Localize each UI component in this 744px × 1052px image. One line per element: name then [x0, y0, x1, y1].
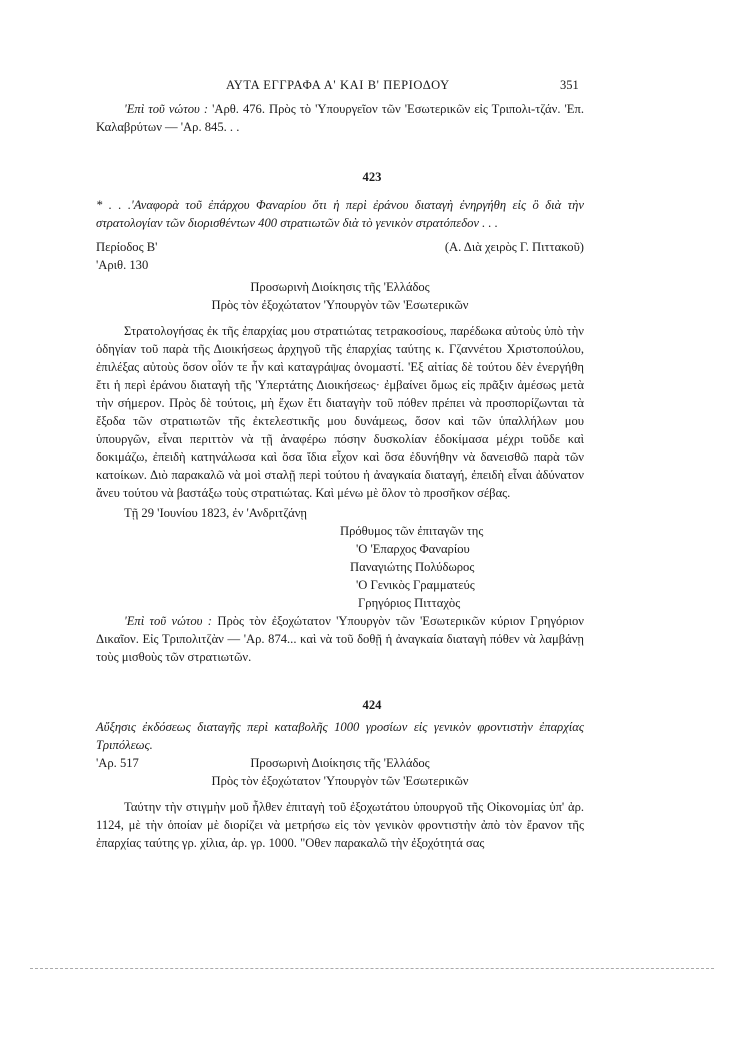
heading-provisional-government: Προσωρινὴ Διοίκησις τῆς 'Ελλάδος — [250, 280, 430, 294]
letter-body-423: Στρατολογήσας ἐκ τῆς ἐπαρχίας μου στρατιώτας τετρακοσίους, παρέδωκα αὐτοὺς ὑπὸ τὴν ὁδηγίαν τοῦ παρὰ τῆς Διοικήσεως ἀρχηγοῦ τῆς ἐπαρχίας ταύτης κ. Γζαννέτου Χριστοπούλου, ἐπιλέξας αὐτοὺς ὅσον οἷόν τε ἦν καὶ καταγράψας ὀνομαστί. 'Εξ αἰτίας δὲ τούτου δὲν ἐνεργήθη ἔτι ἡ περὶ ἐράνου διαταγὴ τῆς 'Υπερτάτης Διοικήσεως· ἐμβαίνει ὅμως εἰς πρᾶξιν ἀμέσως μετὰ τὴν σήμερον. Πρὸς δὲ τούτοις, μὴ ἔχων ἔτι διαταγὴν τοῦ πόθεν πρέπει νὰ προσπορίζωνται τὰ ἔξοδα τῶν στρατιωτῶν τῆς ἐκτελεστικῆς μου δυνάμεως, ὅσον καὶ τῶν ὑπαλλήλων μου ὑπουργῶν, εἶναι περιττὸν νὰ τῇ ἀναφέρω πόσην δυσκολίαν ἐδοκίμασα μέχρι τοῦδε καὶ δοκιμάζω, ἐπειδὴ κατηνάλωσα καὶ ὅσα ἴδια εἶχον καὶ ὅσα ἐδυνήθην νὰ δανεισθῶ παρὰ τῶν κατοίκων. Διὸ παρακαλῶ νὰ μοὶ σταλῇ περὶ τούτου ἡ ἀναγκαία διαταγή, ἐπειδὴ εἶναι ἀδύνατον ἄνευ τούτου νὰ βαστάξω τοὺς στρατιώτας. Καὶ μένω μὲ ὅλον τὸ προσῆκον σέβας. — [96, 324, 584, 500]
signature-line: Πρόθυμος τῶν ἐπιταγῶν της — [340, 524, 484, 538]
endorsement-text: Πρὸς τὸν ἐξοχώτατον 'Υπουργὸν τῶν 'Εσωτερικῶν κύριον Γρηγόριον Δικαῖον. Εἰς Τριπολιτζὰν — 'Αρ. 874... καὶ νὰ τοῦ δοθῇ ἡ ἀναγκαία διαταγὴ πόθεν νὰ λαμβάνῃ τοὺς μισθοὺς τῶν στρατιωτῶν. — [96, 614, 584, 664]
document-number-424: 424 — [362, 698, 382, 712]
letter-body-424: Ταύτην τὴν στιγμὴν μοῦ ἦλθεν ἐπιταγὴ τοῦ ἐξοχωτάτου ὑπουργοῦ τῆς Οἰκονομίας ὑπ' ἀρ. 1124, μὲ τὴν ὁποίαν μὲ διορίζει νὰ μετρήσω εἰς τὸν γενικὸν φροντιστὴν ἀπὸ τὸν ἔρανον τῆς ἐπαρχίας ταύτης γρ. χίλια, ἀρ. γρ. 1000. "Οθεν παρακαλῶ τὴν ἐξοχότητά σας — [96, 800, 584, 850]
signature-line: Γρηγόριος Πιτταχὸς — [358, 596, 461, 610]
heading-addressee: Πρὸς τὸν ἐξοχώτατον 'Υπουργὸν τῶν 'Εσωτερικῶν — [211, 298, 469, 312]
previous-endorsement — [96, 100, 584, 136]
signature-line: 'Ο 'Επαρχος Φαναρίου — [356, 542, 470, 556]
page-number: 351 — [560, 78, 579, 92]
signature-line: Παναγιώτης Πολύδωρος — [350, 560, 475, 574]
signature-block — [340, 522, 540, 612]
source-note: (Α. Διὰ χειρὸς Γ. Πιττακοῦ) — [444, 240, 584, 254]
document-summary-424: Αὔξησις ἐκδόσεως διαταγῆς περὶ καταβολῆς 1000 γροσίων εἰς γενικὸν φροντιστὴν ἐπαρχίας Τριπόλεως. — [96, 720, 584, 752]
document-summary-423: * . . .'Αναφορὰ τοῦ ἐπάρχου Φαναρίου ὅτι ἡ περὶ ἐράνου διαταγὴ ἐνηργήθη εἰς ὃ διὰ τὴν στρατολογίαν τῶν διορισθέντων 400 στρατιωτῶν διὰ τὸ γενικὸν στρατόπεδον . . . — [96, 198, 584, 230]
arith-line-130: 'Αριθ. 130 — [96, 258, 149, 272]
heading-addressee: Πρὸς τὸν ἐξοχώτατον 'Υπουργὸν τῶν 'Εσωτερικῶν — [211, 774, 469, 788]
period-line — [96, 238, 584, 256]
running-title: ΑΥΤΑ ΕΓΓΡΑΦΑ Α' ΚΑΙ Β' ΠΕΡΙΟΔΟΥ — [226, 78, 450, 92]
endorsement-label: 'Επὶ τοῦ νώτου : — [124, 614, 212, 628]
running-header — [0, 78, 744, 96]
scan-edge-line — [30, 968, 714, 969]
period-label: Περίοδος Β' — [96, 240, 158, 254]
endorsement-423 — [96, 612, 584, 666]
signature-line: 'Ο Γενικὸς Γραμματεύς — [356, 578, 475, 592]
document-number-423: 423 — [362, 170, 382, 184]
heading-provisional-government: Προσωρινὴ Διοίκησις τῆς 'Ελλάδος — [250, 756, 430, 770]
date-place-line: Τῇ 29 'Ιουνίου 1823, ἐν 'Ανδριτζάνῃ — [124, 506, 307, 520]
endorsement-label: 'Επὶ τοῦ νώτου : — [124, 102, 209, 116]
arith-line-517: 'Αρ. 517 — [96, 756, 139, 770]
endorsement-text: 'Αρθ. 476. Πρὸς τὸ 'Υπουργεῖον τῶν 'Εσωτερικῶν εἰς Τριπολι-τζάν. 'Επ. Καλαβρύτων — 'Αρ. 845. . . — [96, 102, 584, 134]
